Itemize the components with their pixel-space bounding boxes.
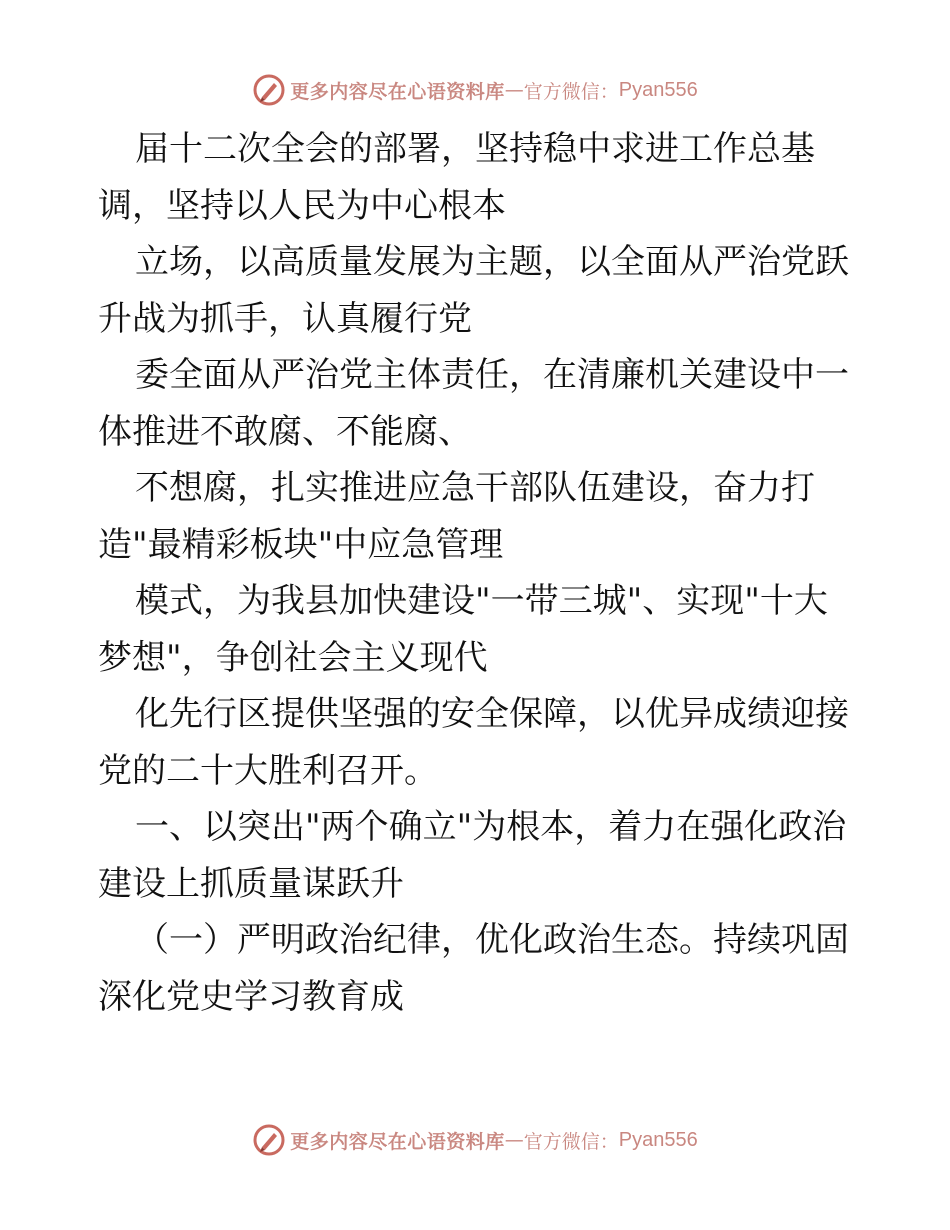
paragraph <box>98 460 858 573</box>
paragraph-line: 委全面从严治党主体责任，在清廉机关建设中一 <box>135 355 849 395</box>
paragraph-line: 建设上抓质量谋跃升 <box>98 863 404 904</box>
paragraph <box>98 573 858 686</box>
watermark-brand-text: 更多内容尽在心语资料库 <box>290 1130 505 1153</box>
document-body <box>98 121 858 1025</box>
pen-logo-icon <box>252 73 286 107</box>
paragraph <box>98 121 858 234</box>
paragraph <box>98 347 858 460</box>
paragraph <box>98 686 858 799</box>
watermark-wechat-id: Pyan556 <box>618 1128 698 1151</box>
paragraph-line: 立场，以高质量发展为主题，以全面从严治党跃 <box>135 242 849 282</box>
paragraph-line: 届十二次全会的部署，坚持稳中求进工作总基 <box>135 129 815 169</box>
footer-watermark <box>0 1120 950 1160</box>
paragraph-line: 深化党史学习教育成 <box>98 976 404 1017</box>
paragraph-line: 化先行区提供坚强的安全保障，以优异成绩迎接 <box>135 694 849 734</box>
pen-logo-icon <box>252 1123 286 1157</box>
watermark-dash: — <box>504 79 524 101</box>
paragraph-line: 梦想"，争创社会主义现代 <box>98 637 488 678</box>
watermark-brand-text: 更多内容尽在心语资料库 <box>290 80 505 103</box>
watermark-dash: — <box>504 1129 524 1151</box>
section-heading <box>98 799 858 912</box>
paragraph-line: 体推进不敢腐、不能腐、 <box>98 411 472 452</box>
watermark-wechat-label: 官方微信： <box>523 80 619 103</box>
paragraph-line: 调，坚持以人民为中心根本 <box>98 185 506 226</box>
paragraph <box>98 912 858 1025</box>
paragraph-line: 升战为抓手，认真履行党 <box>98 298 472 339</box>
paragraph-line: 党的二十大胜利召开。 <box>98 750 438 791</box>
paragraph-line: 造"最精彩板块"中应急管理 <box>98 524 504 565</box>
paragraph-line: 不想腐，扎实推进应急干部队伍建设，奋力打 <box>135 468 815 508</box>
paragraph-line: 模式，为我县加快建设"一带三城"、实现"十大 <box>135 581 828 621</box>
watermark-wechat-id: Pyan556 <box>618 78 698 101</box>
paragraph <box>98 234 858 347</box>
watermark-wechat-label: 官方微信： <box>523 1130 619 1153</box>
paragraph-line: 一、以突出"两个确立"为根本，着力在强化政治 <box>135 807 847 847</box>
header-watermark <box>0 70 950 110</box>
paragraph-line: （一）严明政治纪律，优化政治生态。持续巩固 <box>135 920 849 960</box>
